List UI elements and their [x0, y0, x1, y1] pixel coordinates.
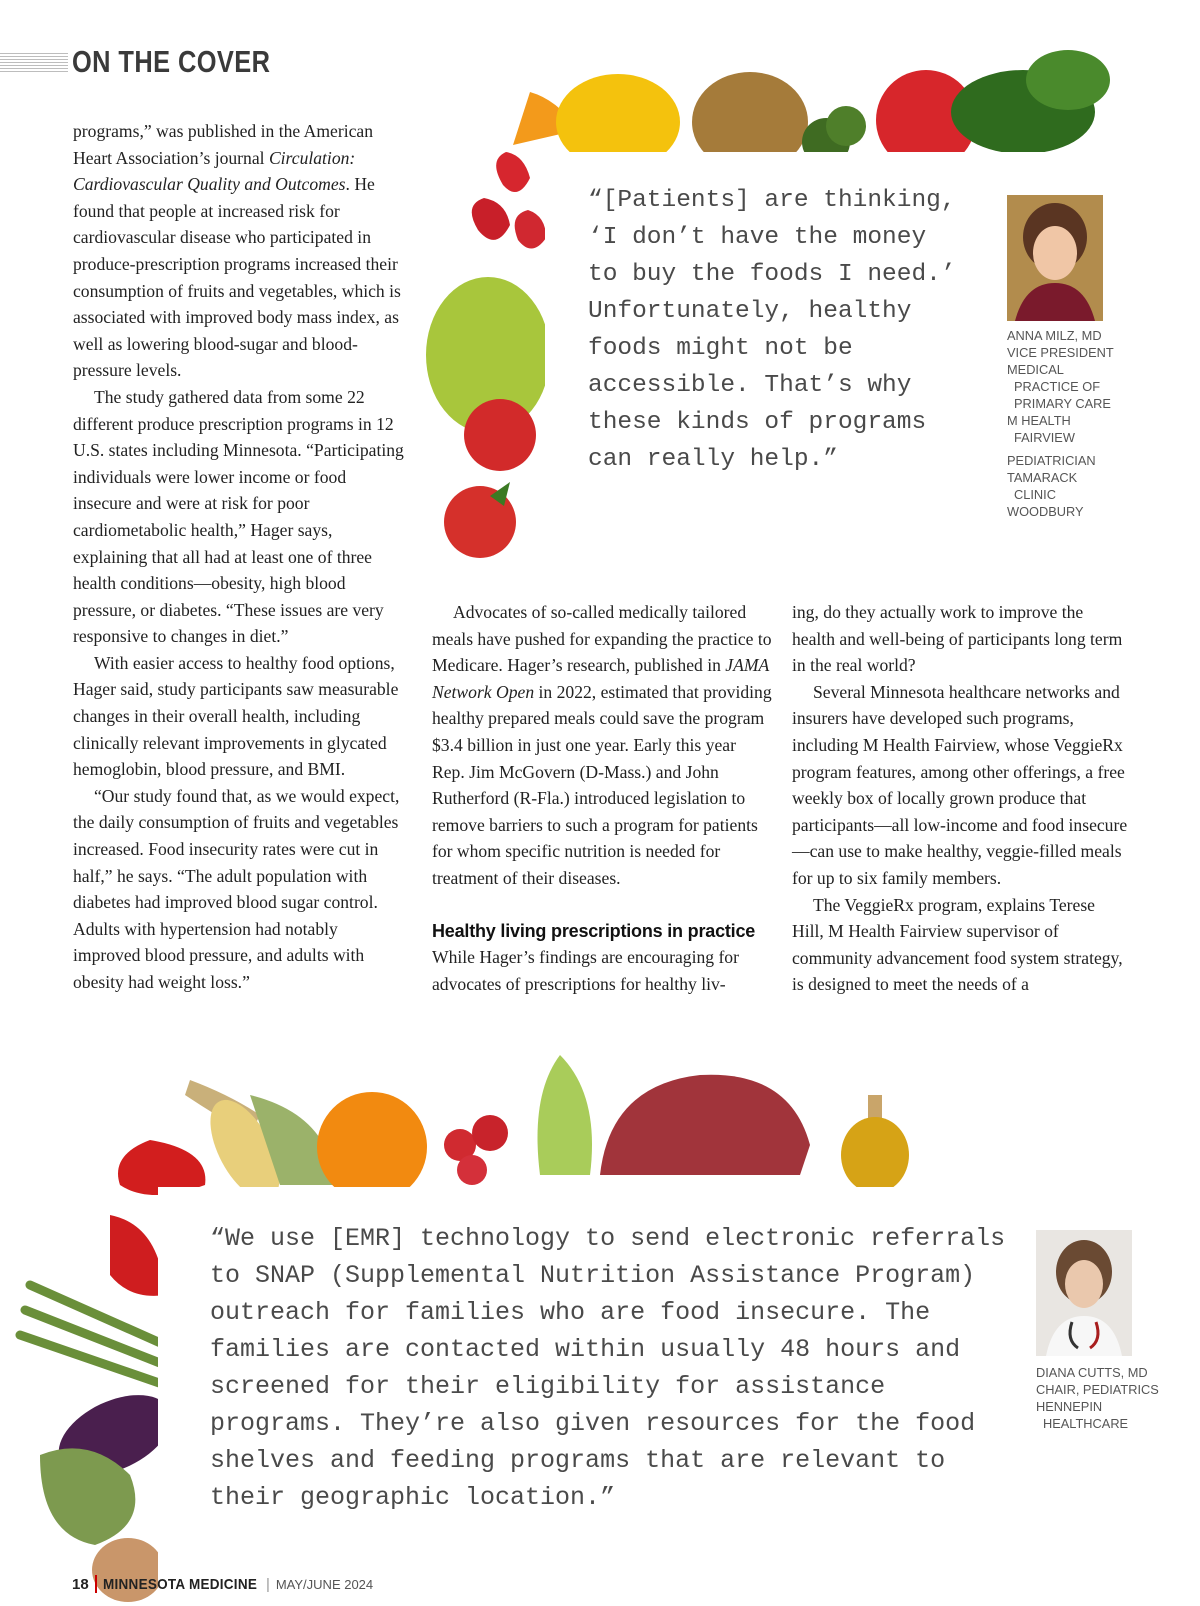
paragraph: While Hager’s findings are encouraging for advocates of prescriptions for healthy liv- — [432, 947, 739, 994]
asparagus — [20, 1285, 165, 1385]
caption-org-line: M HEALTH — [1007, 413, 1071, 428]
tomato-middle — [464, 399, 536, 471]
caption-org-line: HEALTHCARE — [1043, 1416, 1129, 1431]
page-footer — [0, 1572, 373, 1596]
caption-org-line: FAIRVIEW — [1014, 430, 1075, 445]
footer-accent-rule — [95, 1575, 97, 1593]
caption-title-line: PRACTICE OF — [1014, 379, 1101, 394]
quote-1-text: “[Patients] are thinking, ‘I don’t have the money to buy the foods I need.’ Unfortunately, healthy foods might not be accessible. That’s why these kinds of programs can really help.” — [588, 187, 956, 473]
strawberries — [472, 152, 546, 249]
issue-date: MAY/JUNE 2024 — [275, 1576, 374, 1592]
magazine-name: MINNESOTA MEDICINE — [102, 1575, 257, 1593]
caption-name: ANNA MILZ, MD — [1007, 328, 1102, 343]
diana-cutts-caption — [1036, 1364, 1186, 1432]
orange — [317, 1092, 427, 1202]
caption-role-line: WOODBURY — [1007, 504, 1084, 519]
steak — [600, 1075, 810, 1175]
anna-milz-caption — [1007, 327, 1147, 520]
paragraph: The study gathered data from some 22 different produce prescription programs in 12 U.S. states including Minnesota. “Participating individuals were lower income or food insecure and were at risk for poor cardiometabolic health,” Hager says, explaining that all had at least one of three health conditions—obesity, high blood pressure, or diabetes. “These issues are very responsive to changes in diet.” — [73, 386, 404, 647]
caption-role-line: TAMARACK — [1007, 470, 1078, 485]
caption-org-line: HENNEPIN — [1036, 1399, 1103, 1414]
text-run: . He found that people at increased risk for cardiovascular disease who participated in produce-prescription programs increased their consumption of fruits and vegetables, which is associated with improved body mass index, as well as lowering blood-sugar and blood-pressure levels. — [73, 174, 401, 381]
text-run: in 2022, estimated that providing healthy prepared meals could save the program $3.4 billion in just one year. Early this year Rep. Jim McGovern (D-Mass.) and John Rutherford (R-Fla.) introduced legislation to remove barriers to such a program for patients for whom specific nutrition is needed for treatment of their diseases. — [432, 681, 772, 888]
paragraph — [432, 599, 772, 892]
lettuce — [538, 1055, 593, 1175]
paragraph — [73, 118, 408, 384]
subheading: Healthy living prescriptions in practice — [432, 920, 756, 941]
caption-title-line: MEDICAL — [1007, 362, 1064, 377]
caption-title-line: VICE PRESIDENT — [1007, 345, 1114, 360]
caption-role-line: PEDIATRICIAN — [1007, 453, 1096, 468]
caption-title-line: PRIMARY CARE — [1014, 396, 1111, 411]
paragraph: “Our study found that, as we would expect, the daily consumption of fruits and vegetables increased. Food insecurity rates were cut in half,” he says. “The adult population with diabetes had improved blood sugar control. Adults with hypertension had notably improved blood pressure, and adults with obesity had weight loss.” — [73, 785, 400, 992]
section-header — [0, 42, 314, 82]
oil-bottle — [841, 1095, 909, 1193]
caption-title-line: CHAIR, PEDIATRICS — [1036, 1382, 1159, 1397]
text-run: programs,” was published in the American Heart Association’s journal — [73, 121, 373, 168]
text-run: Advocates of so-called medically tailored meals have pushed for expanding the practice to Medicare. Hager’s research, published in — [432, 602, 772, 676]
journal-title: JAMA Network Open — [432, 655, 769, 702]
paragraph: The VeggieRx program, explains Terese Hill, M Health Fairview supervisor of community advancement food system strategy, is designed to meet the needs of a — [792, 894, 1123, 995]
strawberries-bottom — [444, 1115, 508, 1185]
article-column-1 — [73, 118, 408, 996]
paragraph: Several Minnesota healthcare networks and insurers have developed such programs, including M Health Fairview, whose VeggieRx program features, among other offerings, a free weekly box of locally grown produce that participants—all low-income and food insecure—can use to make healthy, veggie-filled meals for up to six family members. — [792, 681, 1128, 888]
section-header-bars — [0, 52, 68, 72]
paragraph: ing, do they actually work to improve the health and well-being of participants long term in the real world? — [792, 602, 1123, 676]
page-number: 18 — [72, 1575, 89, 1593]
caption-name: DIANA CUTTS, MD — [1036, 1365, 1148, 1380]
diana-cutts-photo — [1036, 1230, 1132, 1356]
journal-title: Circulation: Cardiovascular Quality and Outcomes — [73, 147, 356, 195]
paragraph: With easier access to healthy food options, Hager said, study participants saw measurable changes in their overall health, including clinically relevant improvements in glycated hemoglobin, blood pressure, and BMI. — [73, 652, 399, 780]
footer-separator: | — [265, 1575, 270, 1593]
article-column-2 — [432, 599, 772, 997]
caption-role-line: CLINIC — [1014, 487, 1056, 502]
anna-milz-photo — [1007, 195, 1103, 321]
quote-2-text: “We use [EMR] technology to send electronic referrals to SNAP (Supplemental Nutrition Assistance Program) outreach for families who are food insecure. The families are contacted within usually 48 hours and screened for their eligibility for assistance programs. They’re also given resources for the food shelves and feeding programs that are relevant to their geographic location.” — [210, 1224, 1006, 1512]
herbs — [951, 50, 1110, 154]
section-label: ON THE COVER — [72, 44, 271, 79]
article-column-3 — [792, 599, 1130, 998]
